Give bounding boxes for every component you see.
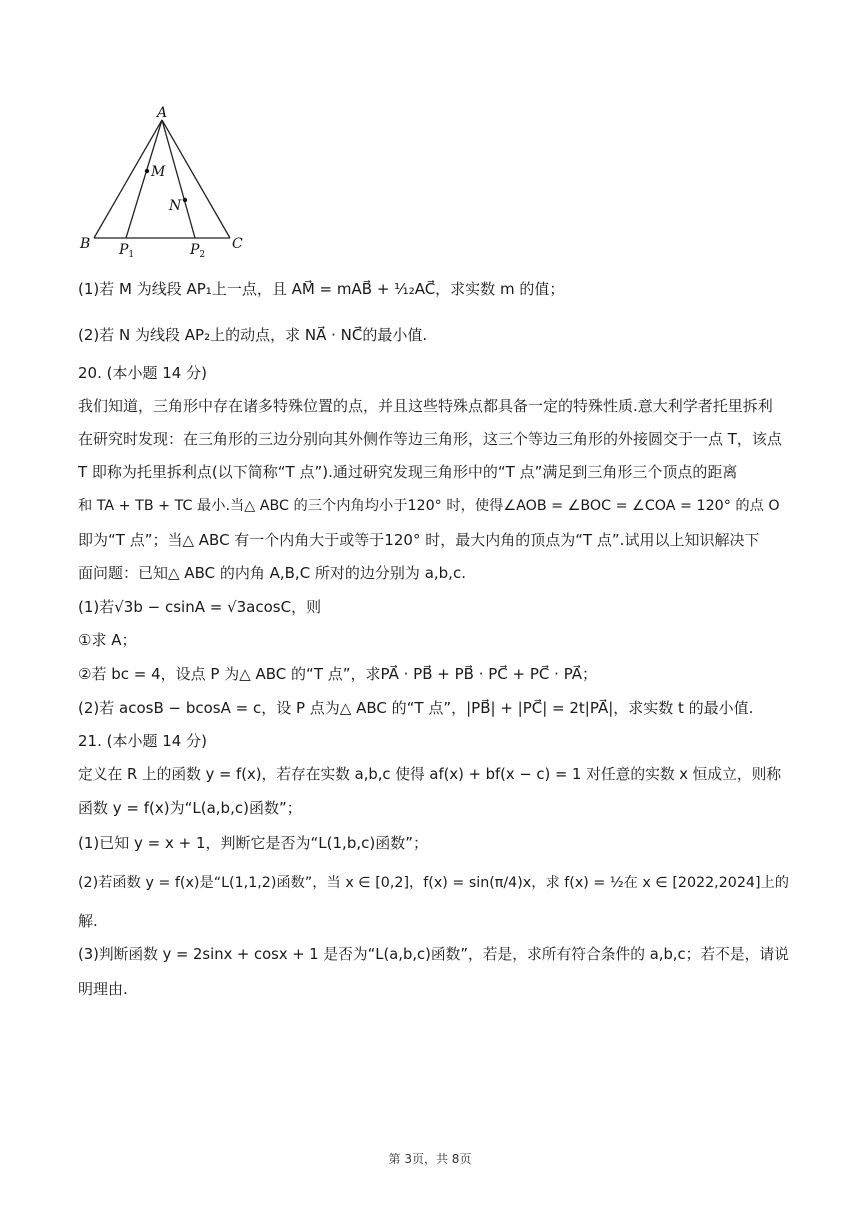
q20-part1: (1)若√3b − csinA = √3acosC，则 <box>78 598 322 616</box>
q19-part2: (2)若 N 为线段 AP₂上的动点，求 NA⃗ · NC⃗的最小值. <box>78 326 428 344</box>
q21-part3-line2: 明理由. <box>78 980 128 998</box>
label-p2: $P_2$ <box>190 242 206 260</box>
q20-text-line2: 在研究时发现：在三角形的三边分别向其外侧作等边三角形，这三个等边三角形的外接圆交于一点 T，该点 <box>78 430 782 448</box>
label-p1: $P_1$ <box>119 242 135 260</box>
q19-part1: (1)若 M 为线段 AP₁上一点，且 AM⃗ = mAB⃗ + ¹⁄₁₂AC⃗，求实数 m 的值； <box>78 280 565 298</box>
triangle-figure <box>78 104 258 266</box>
point-n <box>183 198 187 202</box>
side-ac <box>162 120 230 238</box>
label-c: C <box>232 236 243 252</box>
q20-text-line4: 和 TA + TB + TC 最小.当△ ABC 的三个内角均小于120° 时，使得∠AOB = ∠BOC = ∠COA = 120° 的点 O <box>78 498 780 514</box>
point-m <box>145 169 149 173</box>
label-b: B <box>80 236 91 252</box>
q21-part2-line1: (2)若函数 y = f(x)是“L(1,1,2)函数”，当 x ∈ [0,2]，f(x) = sin(π/4)x，求 f(x) = ½在 x ∈ [2022,2024]上的 <box>78 875 790 891</box>
q20-part1-sub2: ②若 bc = 4，设点 P 为△ ABC 的“T 点”，求PA⃗ · PB⃗ + PB⃗ · PC⃗ + PC⃗ · PA⃗； <box>78 665 598 683</box>
q20-text-line5: 即为“T 点”；当△ ABC 有一个内角大于或等于120° 时，最大内角的顶点为“T 点”.试用以上知识解决下 <box>78 531 760 549</box>
q21-part2-line2: 解. <box>78 912 98 930</box>
page-footer: 第 3页，共 8页 <box>388 1152 472 1166</box>
q20-part2: (2)若 acosB − bcosA = c，设 P 点为△ ABC 的“T 点”，|PB⃗| + |PC⃗| = 2t|PA⃗|，求实数 t 的最小值. <box>78 699 754 717</box>
q21-text-line1: 定义在 R 上的函数 y = f(x)，若存在实数 a,b,c 使得 af(x) + bf(x − c) = 1 对任意的实数 x 恒成立，则称 <box>78 766 782 783</box>
q21-part3-line1: (3)判断函数 y = 2sinx + cosx + 1 是否为“L(a,b,c)函数”，若是，求所有符合条件的 a,b,c；若不是，请说 <box>78 946 789 963</box>
segment-ap2 <box>162 120 195 238</box>
q21-text-line2: 函数 y = f(x)为“L(a,b,c)函数”； <box>78 799 302 817</box>
q21-heading: 21. (本小题 14 分) <box>78 732 207 750</box>
label-n: N <box>169 198 182 214</box>
label-m: M <box>151 164 166 180</box>
q20-text-line6: 面问题：已知△ ABC 的内角 A,B,C 所对的边分别为 a,b,c. <box>78 564 466 582</box>
q21-part1: (1)已知 y = x + 1，判断它是否为“L(1,b,c)函数”； <box>78 834 428 852</box>
q20-text-line1: 我们知道，三角形中存在诸多特殊位置的点，并且这些特殊点都具备一定的特殊性质.意大利学者托里拆利 <box>78 397 773 415</box>
q20-text-line3: T 即称为托里拆利点(以下简称“T 点”).通过研究发现三角形中的“T 点”满足到三角形三个顶点的距离 <box>78 463 738 481</box>
q20-heading: 20. (本小题 14 分) <box>78 364 207 382</box>
q20-part1-sub1: ①求 A； <box>78 631 137 649</box>
label-a: A <box>157 105 168 121</box>
